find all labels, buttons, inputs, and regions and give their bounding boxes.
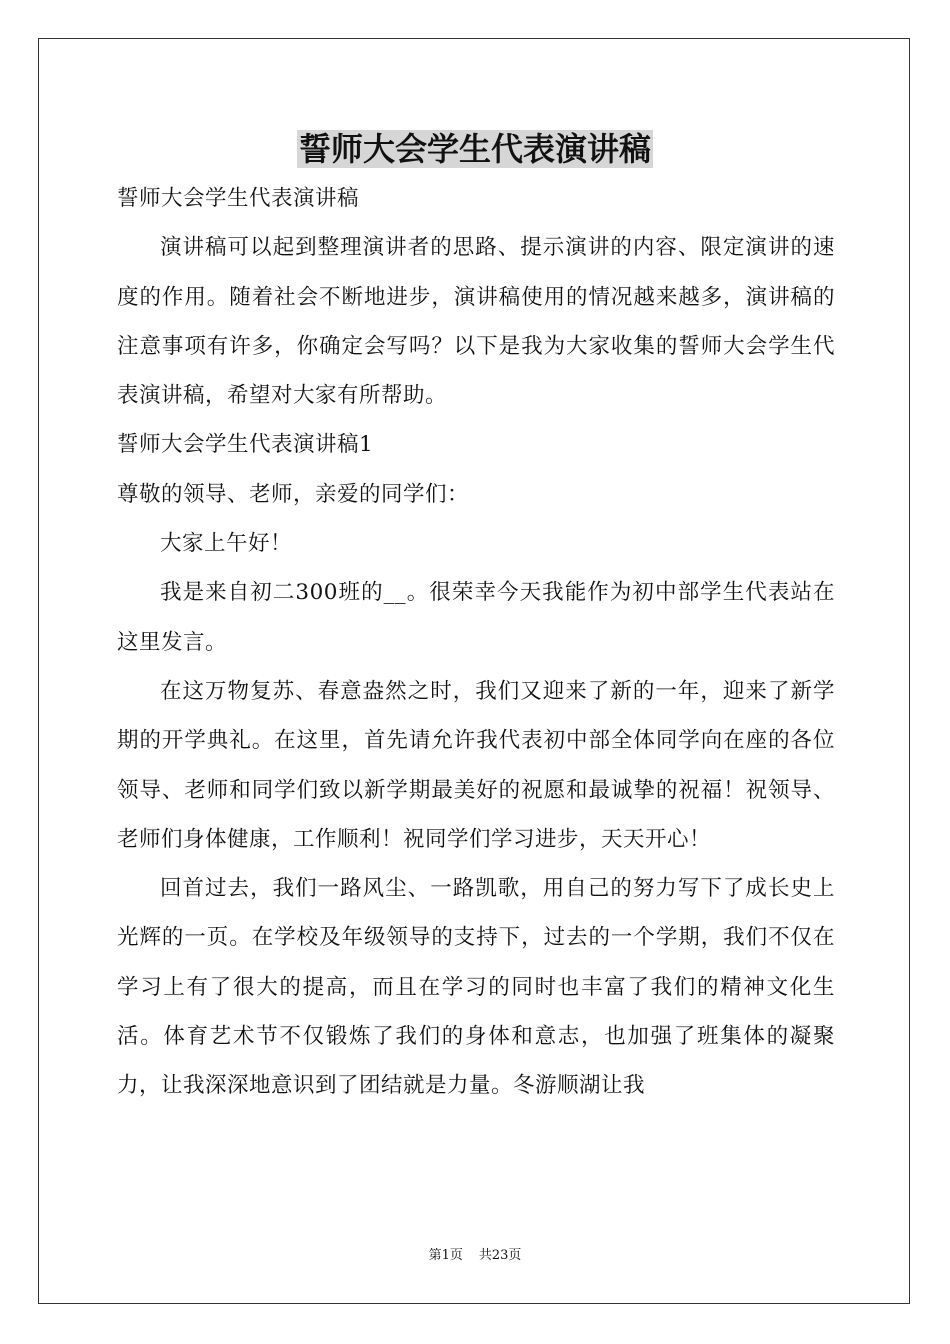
- paragraph: 誓师大会学生代表演讲稿1: [117, 432, 374, 458]
- paragraph: 回首过去，我们一路风尘、一路凯歌，用自己的努力写下了成长史上光辉的一页。在学校及年级领导的支持下，过去的一个学期，我们不仅在学习上有了很大的提高，而且在学习的同时也丰富了我们的精神文化生活。体育艺术节不仅锻炼了我们的身体和意志，也加强了班集体的凝聚力，让我深深地意识到了团结就是力量。冬游顺湖让我: [117, 876, 835, 1099]
- paragraph: 尊敬的领导、老师，亲爱的同学们：: [117, 481, 470, 507]
- document-title-text: 誓师大会学生代表演讲稿: [298, 130, 651, 168]
- page-footer: [0, 1247, 950, 1265]
- document-body: [117, 174, 835, 1111]
- page-total: 共23页: [478, 1248, 522, 1263]
- paragraph: 在这万物复苏、春意盎然之时，我们又迎来了新的一年，迎来了新学期的开学典礼。在这里，首先请允许我代表初中部全体同学向在座的各位领导、老师和同学们致以新学期最美好的祝愿和最诚挚的祝福！祝领导、老师们身体健康，工作顺利！祝同学们学习进步，天天开心！: [117, 678, 835, 852]
- paragraph: 誓师大会学生代表演讲稿: [117, 186, 360, 211]
- page-number: 第1页: [428, 1248, 463, 1263]
- paragraph: 我是来自初二300班的__。很荣幸今天我能作为初中部学生代表站在这里发言。: [117, 580, 835, 655]
- paragraph: 大家上午好！: [160, 531, 293, 557]
- document-title: [0, 128, 950, 170]
- paragraph: 演讲稿可以起到整理演讲者的思路、提示演讲的内容、限定演讲的速度的作用。随着社会不断地进步，演讲稿使用的情况越来越多，演讲稿的注意事项有许多，你确定会写吗？以下是我为大家收集的誓师大会学生代表演讲稿，希望对大家有所帮助。: [117, 235, 835, 409]
